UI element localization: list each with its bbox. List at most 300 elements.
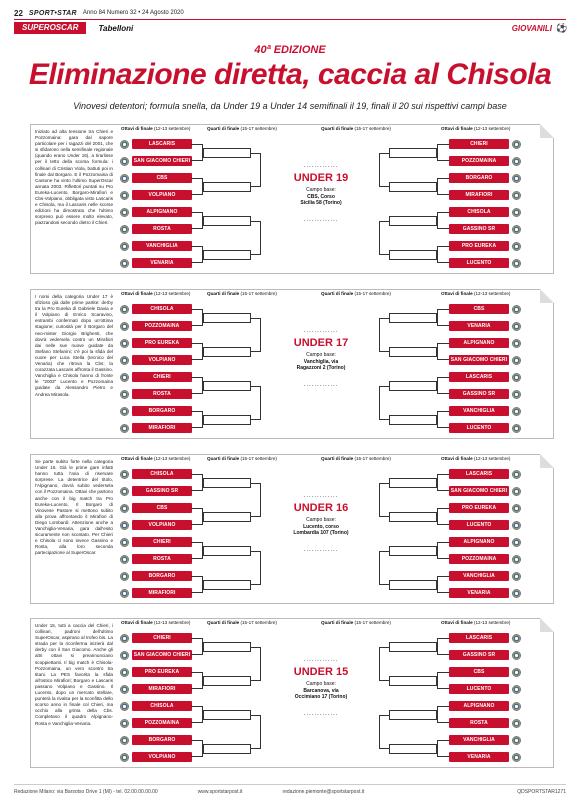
team-name: CHIERI	[449, 139, 509, 149]
team-left	[117, 752, 192, 762]
team-name: VENARIA	[449, 321, 509, 331]
team-name: CHISOLA	[449, 207, 509, 217]
team-badge-icon	[120, 470, 129, 479]
bracket-line	[191, 343, 203, 360]
semifinal-slot: .............	[303, 163, 339, 169]
bracket-line	[251, 221, 261, 255]
team-badge-icon	[120, 225, 129, 234]
header-ottavi-left: Ottavi di finale (12-13 settembre)	[121, 126, 191, 131]
quarter-slot	[203, 415, 251, 425]
divider	[14, 19, 566, 20]
team-name: POZZOMAINA	[449, 156, 509, 166]
team-badge-icon	[120, 651, 129, 660]
section-bar	[14, 22, 566, 34]
team-name: PRO EUREKA	[132, 667, 192, 677]
team-name: CBS	[449, 667, 509, 677]
team-badge-icon	[120, 242, 129, 251]
team-left	[117, 406, 192, 416]
bracket-line	[191, 178, 203, 195]
team-name: CHISOLA	[132, 701, 192, 711]
team-left	[117, 389, 192, 399]
bracket-line	[191, 672, 203, 689]
bracket-line	[251, 386, 261, 420]
team-left	[117, 718, 192, 728]
quarter-slot	[389, 676, 437, 686]
category-title: UNDER 17	[293, 337, 349, 349]
team-left	[117, 304, 192, 314]
team-name: LASCARIS	[449, 633, 509, 643]
quarter-slot	[389, 710, 437, 720]
bracket-line	[251, 318, 261, 352]
team-badge-icon	[120, 174, 129, 183]
team-name: LASCARIS	[449, 372, 509, 382]
team-name: PRO EUREKA	[449, 241, 509, 251]
article-text	[35, 294, 113, 398]
team-left	[117, 190, 192, 200]
team-badge-icon	[512, 407, 521, 416]
final-center	[271, 163, 371, 223]
team-name: CHIERI	[132, 537, 192, 547]
footer-email: redazione.piemonte@sportstarpost.it	[282, 789, 365, 795]
venue: Campo base: Vanchiglia, via Ragazzoni 2 (Torino)	[296, 352, 346, 371]
team-badge-icon	[120, 259, 129, 268]
team-left	[117, 537, 192, 547]
semifinal-slot: .............	[303, 710, 339, 717]
team-badge-icon	[120, 140, 129, 149]
team-left	[117, 139, 192, 149]
team-name: VOLPIANO	[132, 752, 192, 762]
team-badge-icon	[512, 373, 521, 382]
page-fold	[540, 124, 554, 138]
team-right	[449, 321, 524, 331]
team-left	[117, 207, 192, 217]
team-name: BORGARO	[132, 571, 192, 581]
bracket-line	[437, 411, 449, 428]
bracket-line	[191, 377, 203, 394]
header-quarti-left: Quarti di finale (15-17 settembre)	[207, 291, 277, 296]
team-name: ROSTA	[449, 718, 509, 728]
team-left	[117, 338, 192, 348]
category-title: UNDER 19	[293, 172, 349, 184]
team-right	[449, 338, 524, 348]
team-name: POZZOMAINA	[132, 718, 192, 728]
bracket-panel	[30, 289, 554, 439]
bracket-line	[191, 212, 203, 229]
bracket-line	[191, 638, 203, 655]
team-right	[449, 190, 524, 200]
team-right	[449, 701, 524, 711]
quarter-slot	[389, 250, 437, 260]
team-badge-icon	[512, 208, 521, 217]
team-right	[449, 650, 524, 660]
bracket-line	[437, 144, 449, 161]
article-text	[35, 623, 113, 727]
bracket-line	[251, 483, 261, 517]
team-name: SAN GIACOMO CHIERI	[450, 488, 508, 494]
team-right	[449, 486, 524, 496]
team-left	[117, 633, 192, 643]
quarter-slot	[389, 347, 437, 357]
team-badge-icon	[512, 538, 521, 547]
team-badge-icon	[512, 356, 521, 365]
team-left	[117, 423, 192, 433]
team-name: ROSTA	[132, 554, 192, 564]
quarter-slot	[389, 546, 437, 556]
team-badge-icon	[512, 322, 521, 331]
footer-code: QDSPORTSTAR1271	[517, 789, 566, 795]
team-badge-icon	[120, 555, 129, 564]
team-name: ALPIGNANO	[449, 701, 509, 711]
team-right	[449, 355, 524, 365]
bracket-line	[191, 309, 203, 326]
semifinal-slot: .............	[303, 381, 339, 388]
team-name: BORGARO	[132, 735, 192, 745]
team-name: MIRAFIORI	[132, 684, 192, 694]
team-badge-icon	[512, 225, 521, 234]
team-left	[117, 486, 192, 496]
team-right	[449, 139, 524, 149]
team-name: SAN GIACOMO CHIERI	[133, 652, 191, 658]
team-right	[449, 258, 524, 268]
article-body: I nomi della categoria Under 17 è sfizioso già dalle prime partite: derby tra la Pro Eureka di Gabriele Davia e il Volpiano di Enrico Scaravino, entrambi confermati dopo un'ottima stagione; curiosità per il Borgaro del neo-mister Giorgio Brighenti, che dovrà vedersela contro un Mirafiori dai nelle sue nuove guidate da Stefano Stefanini; c'è poi la sfida del cuore per Luca Stella (tecnico del Venaria) che ritrova la Cbs; la corazzata Lascaris affronta il Gassino. Vanchiglia e Chisola hanno di fronte le "2003" Lucento e Pozzomaina guidate da Alessandro Pietro e Andrea Mirasola.	[35, 294, 113, 397]
bracket-line	[379, 647, 389, 681]
team-name: VANCHIGLIA	[449, 406, 509, 416]
team-name: SAN GIACOMO CHIERI	[133, 158, 191, 164]
team-left	[117, 372, 192, 382]
team-badge-icon	[120, 487, 129, 496]
team-badge-icon	[512, 305, 521, 314]
semifinal-slot: .............	[303, 657, 339, 663]
article-text	[35, 129, 113, 227]
quarter-slot	[389, 216, 437, 226]
team-right	[449, 588, 524, 598]
team-left	[117, 258, 192, 268]
venue: Campo base: Lucento, corso Lombardia 107 (Torino)	[293, 517, 349, 536]
team-left	[117, 554, 192, 564]
bracket-line	[191, 144, 203, 161]
team-name: GASSINO SR	[449, 389, 509, 399]
team-name: PRO EUREKA	[449, 503, 509, 513]
team-name: VENARIA	[132, 258, 192, 268]
team-right	[449, 752, 524, 762]
header-ottavi-left: Ottavi di finale (12-13 settembre)	[121, 620, 191, 625]
header-ottavi-right: Ottavi di finale (12-13 settembre)	[441, 126, 511, 131]
team-name: CHISOLA	[132, 304, 192, 314]
article-body: Se parte subito forte nella categoria Under 16. Già le prime gare infatti hanno tutta l'aria di riservare sorprese. La detentrice del titolo, l'Alpignano, dovrà subito vedersela con il Pozzomaina. Ottavi che partono anche con il big match tra Pro Eureka-Lucento, Il Borgaro di Vinovese Pastore si mettono subito alla prova affrontando il Mirafiori di Diego Lombardi. Attenzione anche a Vanchiglia-Venaria, gara dall'esito sicuramente non scontato. Per Chieri e Chisola ci sono invece Gassino e Rosta, alla loro seconda partecipazione al SuperOscar.	[35, 459, 113, 556]
team-badge-icon	[512, 157, 521, 166]
team-right	[449, 207, 524, 217]
team-badge-icon	[512, 651, 521, 660]
article-text	[35, 459, 113, 557]
team-badge-icon	[120, 685, 129, 694]
team-name: MIRAFIORI	[449, 190, 509, 200]
team-badge-icon	[512, 259, 521, 268]
quarter-slot	[203, 216, 251, 226]
team-name: VENARIA	[449, 752, 509, 762]
quarter-slot	[203, 381, 251, 391]
team-left	[117, 156, 192, 166]
bracket-line	[191, 576, 203, 593]
bracket-line	[251, 647, 261, 681]
quarter-slot	[203, 182, 251, 192]
quarter-slot	[389, 580, 437, 590]
header-ottavi-left: Ottavi di finale (12-13 settembre)	[121, 456, 191, 461]
bracket-line	[379, 551, 389, 585]
bracket-line	[191, 411, 203, 428]
team-right	[449, 469, 524, 479]
bracket-line	[251, 551, 261, 585]
header-quarti-right: Quarti di finale (15-17 settembre)	[321, 291, 391, 296]
quarter-slot	[203, 478, 251, 488]
final-center	[271, 328, 371, 388]
bracket-line	[437, 309, 449, 326]
bracket-line	[437, 246, 449, 263]
team-name: LUCENTO	[449, 684, 509, 694]
team-right	[449, 173, 524, 183]
team-badge-icon	[512, 390, 521, 399]
team-badge-icon	[120, 521, 129, 530]
team-name: CBS	[449, 304, 509, 314]
quarter-slot	[203, 250, 251, 260]
team-name: POZZOMAINA	[449, 554, 509, 564]
team-name: CHIERI	[132, 372, 192, 382]
footer-address: Redazione Milano: via Barsotso Drive 1 (MI) - tel. 02.00.00.00.00	[14, 789, 158, 795]
quarter-slot	[389, 313, 437, 323]
team-left	[117, 667, 192, 677]
bracket-line	[437, 474, 449, 491]
team-name: CBS	[132, 503, 192, 513]
team-left	[117, 520, 192, 530]
team-name: LUCENTO	[449, 520, 509, 530]
team-badge-icon	[120, 504, 129, 513]
bracket-panel	[30, 124, 554, 274]
team-name: GASSINO SR	[132, 486, 192, 496]
team-right	[449, 633, 524, 643]
semifinal-slot: .............	[303, 493, 339, 499]
quarter-slot	[389, 381, 437, 391]
team-badge-icon	[120, 157, 129, 166]
newspaper-logo: SPORT•STAR	[28, 9, 77, 17]
quarter-slot	[203, 580, 251, 590]
bracket-line	[437, 638, 449, 655]
team-badge-icon	[120, 191, 129, 200]
page-fold	[540, 289, 554, 303]
quarter-slot	[203, 744, 251, 754]
team-badge-icon	[512, 140, 521, 149]
team-badge-icon	[512, 242, 521, 251]
bracket-line	[379, 318, 389, 352]
team-name: SAN GIACOMO CHIERI	[450, 357, 508, 363]
team-badge-icon	[512, 589, 521, 598]
subsection-label: Tabelloni	[98, 23, 134, 33]
header-quarti-right: Quarti di finale (15-17 settembre)	[321, 126, 391, 131]
team-badge-icon	[120, 538, 129, 547]
team-name: MIRAFIORI	[132, 588, 192, 598]
venue: Campo base: CBS, Corso Sicilia 58 (Torino)	[300, 187, 342, 206]
team-badge-icon	[512, 487, 521, 496]
quarter-slot	[389, 642, 437, 652]
bracket-line	[191, 508, 203, 525]
team-name: LASCARIS	[132, 139, 192, 149]
team-name: GASSINO SR	[449, 224, 509, 234]
team-right	[449, 554, 524, 564]
team-badge-icon	[120, 390, 129, 399]
issue-info: Anno 84 Numero 32 • 24 Agosto 2020	[82, 10, 184, 16]
team-badge-icon	[120, 356, 129, 365]
team-badge-icon	[120, 668, 129, 677]
team-left	[117, 503, 192, 513]
team-left	[117, 321, 192, 331]
header-quarti-left: Quarti di finale (15-17 settembre)	[207, 620, 277, 625]
header-quarti-left: Quarti di finale (15-17 settembre)	[207, 456, 277, 461]
final-center	[271, 493, 371, 553]
team-name: ROSTA	[132, 224, 192, 234]
team-badge-icon	[512, 339, 521, 348]
bracket-line	[191, 706, 203, 723]
bracket-line	[191, 740, 203, 757]
team-name: CHIERI	[132, 633, 192, 643]
page-subtitle: Vinovesi detentori; formula snella, da Under 19 a Under 14 semifinali il 19, finali il 20 sui rispettivi campi base	[73, 101, 507, 111]
team-badge-icon	[120, 373, 129, 382]
header-quarti-right: Quarti di finale (15-17 settembre)	[321, 456, 391, 461]
bracket-line	[251, 153, 261, 187]
top-bar	[14, 8, 566, 18]
bracket-line	[437, 542, 449, 559]
team-badge-icon	[512, 634, 521, 643]
team-badge-icon	[120, 305, 129, 314]
header-ottavi-right: Ottavi di finale (12-13 settembre)	[441, 291, 511, 296]
article-body: Under 15, tutti a caccia del Chieri, i collinari, padroni dell'ultimo SuperOscar, aspirano al trofeo bis. La strada per la riconferma inizierà dal derby con il San Giacomo. Anche gli altri ottavi si preannunciano scoppiettanti. Il big match è Chisola-Pozzomaina, un vero scontro tra titani. La PES favorita la sfida all'ostico Mirafiori; Borgaro e Lascaris passano Volpiano e Gassino. Il Lucento, dopo un mercato stellare, punterà la rivalsa per la sconfitta dello scorso anno in finale col Chieri, ma occhio alla grinta della Cbs. Completano il quadro Alpignano-Rosta e Vanchiglia-Venaria.	[35, 623, 113, 726]
quarter-slot	[389, 415, 437, 425]
team-badge-icon	[512, 504, 521, 513]
page-title: Eliminazione diretta, caccia al Chisola	[28, 58, 552, 91]
footer	[14, 784, 566, 796]
team-name: LUCENTO	[449, 423, 509, 433]
quarter-slot	[203, 676, 251, 686]
team-name: ALPIGNANO	[132, 207, 192, 217]
team-badge-icon	[512, 719, 521, 728]
team-left	[117, 173, 192, 183]
team-name: VENARIA	[449, 588, 509, 598]
bracket-line	[437, 706, 449, 723]
quarter-slot	[389, 478, 437, 488]
quarter-slot	[203, 710, 251, 720]
team-name: CHISOLA	[132, 469, 192, 479]
quarter-slot	[389, 512, 437, 522]
bracket-line	[191, 542, 203, 559]
bracket-line	[191, 246, 203, 263]
team-name: GASSINO SR	[449, 650, 509, 660]
team-badge-icon	[512, 685, 521, 694]
bracket-line	[437, 377, 449, 394]
team-right	[449, 520, 524, 530]
team-left	[117, 684, 192, 694]
team-left	[117, 241, 192, 251]
quarter-slot	[389, 182, 437, 192]
team-left	[117, 735, 192, 745]
quarter-slot	[389, 744, 437, 754]
team-badge-icon	[512, 702, 521, 711]
team-badge-icon	[512, 736, 521, 745]
header-ottavi-right: Ottavi di finale (12-13 settembre)	[441, 620, 511, 625]
quarter-slot	[203, 148, 251, 158]
team-badge-icon	[512, 753, 521, 762]
team-name: CBS	[132, 173, 192, 183]
team-name: VOLPIANO	[132, 355, 192, 365]
bracket-line	[437, 343, 449, 360]
team-left	[117, 224, 192, 234]
section-label: SUPEROSCAR	[14, 22, 86, 34]
quarter-slot	[203, 512, 251, 522]
header-quarti-right: Quarti di finale (15-17 settembre)	[321, 620, 391, 625]
team-name: VOLPIANO	[132, 520, 192, 530]
bracket-line	[437, 508, 449, 525]
team-name: ROSTA	[132, 389, 192, 399]
bracket-line	[437, 576, 449, 593]
category-title: UNDER 15	[293, 666, 349, 678]
bracket-line	[379, 153, 389, 187]
bracket-line	[379, 715, 389, 749]
page-fold	[540, 618, 554, 632]
team-name: LASCARIS	[449, 469, 509, 479]
team-name: MIRAFIORI	[132, 423, 192, 433]
team-left	[117, 355, 192, 365]
team-badge-icon	[512, 174, 521, 183]
semifinal-slot: .............	[303, 328, 339, 334]
team-badge-icon	[120, 634, 129, 643]
team-right	[449, 224, 524, 234]
team-badge-icon	[120, 736, 129, 745]
team-badge-icon	[512, 424, 521, 433]
bracket-line	[191, 474, 203, 491]
team-name: ALPIGNANO	[449, 537, 509, 547]
quarter-slot	[203, 642, 251, 652]
team-right	[449, 389, 524, 399]
team-right	[449, 684, 524, 694]
team-name: BORGARO	[449, 173, 509, 183]
team-name: PRO EUREKA	[132, 338, 192, 348]
team-badge-icon	[120, 719, 129, 728]
team-name: ALPIGNANO	[449, 338, 509, 348]
bracket-line	[379, 221, 389, 255]
team-badge-icon	[120, 753, 129, 762]
team-name: POZZOMAINA	[132, 321, 192, 331]
bracket-line	[437, 672, 449, 689]
team-name: VANCHIGLIA	[449, 735, 509, 745]
bracket-line	[437, 212, 449, 229]
team-left	[117, 469, 192, 479]
team-badge-icon	[120, 407, 129, 416]
semifinal-slot: .............	[303, 546, 339, 553]
team-name: VANCHIGLIA	[449, 571, 509, 581]
header-ottavi-left: Ottavi di finale (12-13 settembre)	[121, 291, 191, 296]
bracket-panel	[30, 618, 554, 768]
team-badge-icon	[512, 470, 521, 479]
team-left	[117, 571, 192, 581]
team-right	[449, 156, 524, 166]
quarter-slot	[203, 546, 251, 556]
team-right	[449, 304, 524, 314]
quarter-slot	[203, 313, 251, 323]
page-fold	[540, 454, 554, 468]
team-badge-icon	[512, 668, 521, 677]
team-badge-icon	[120, 339, 129, 348]
player-icon: ⚽	[556, 23, 568, 33]
team-right	[449, 735, 524, 745]
semifinal-slot: .............	[303, 216, 339, 223]
team-badge-icon	[120, 424, 129, 433]
header-quarti-left: Quarti di finale (15-17 settembre)	[207, 126, 277, 131]
